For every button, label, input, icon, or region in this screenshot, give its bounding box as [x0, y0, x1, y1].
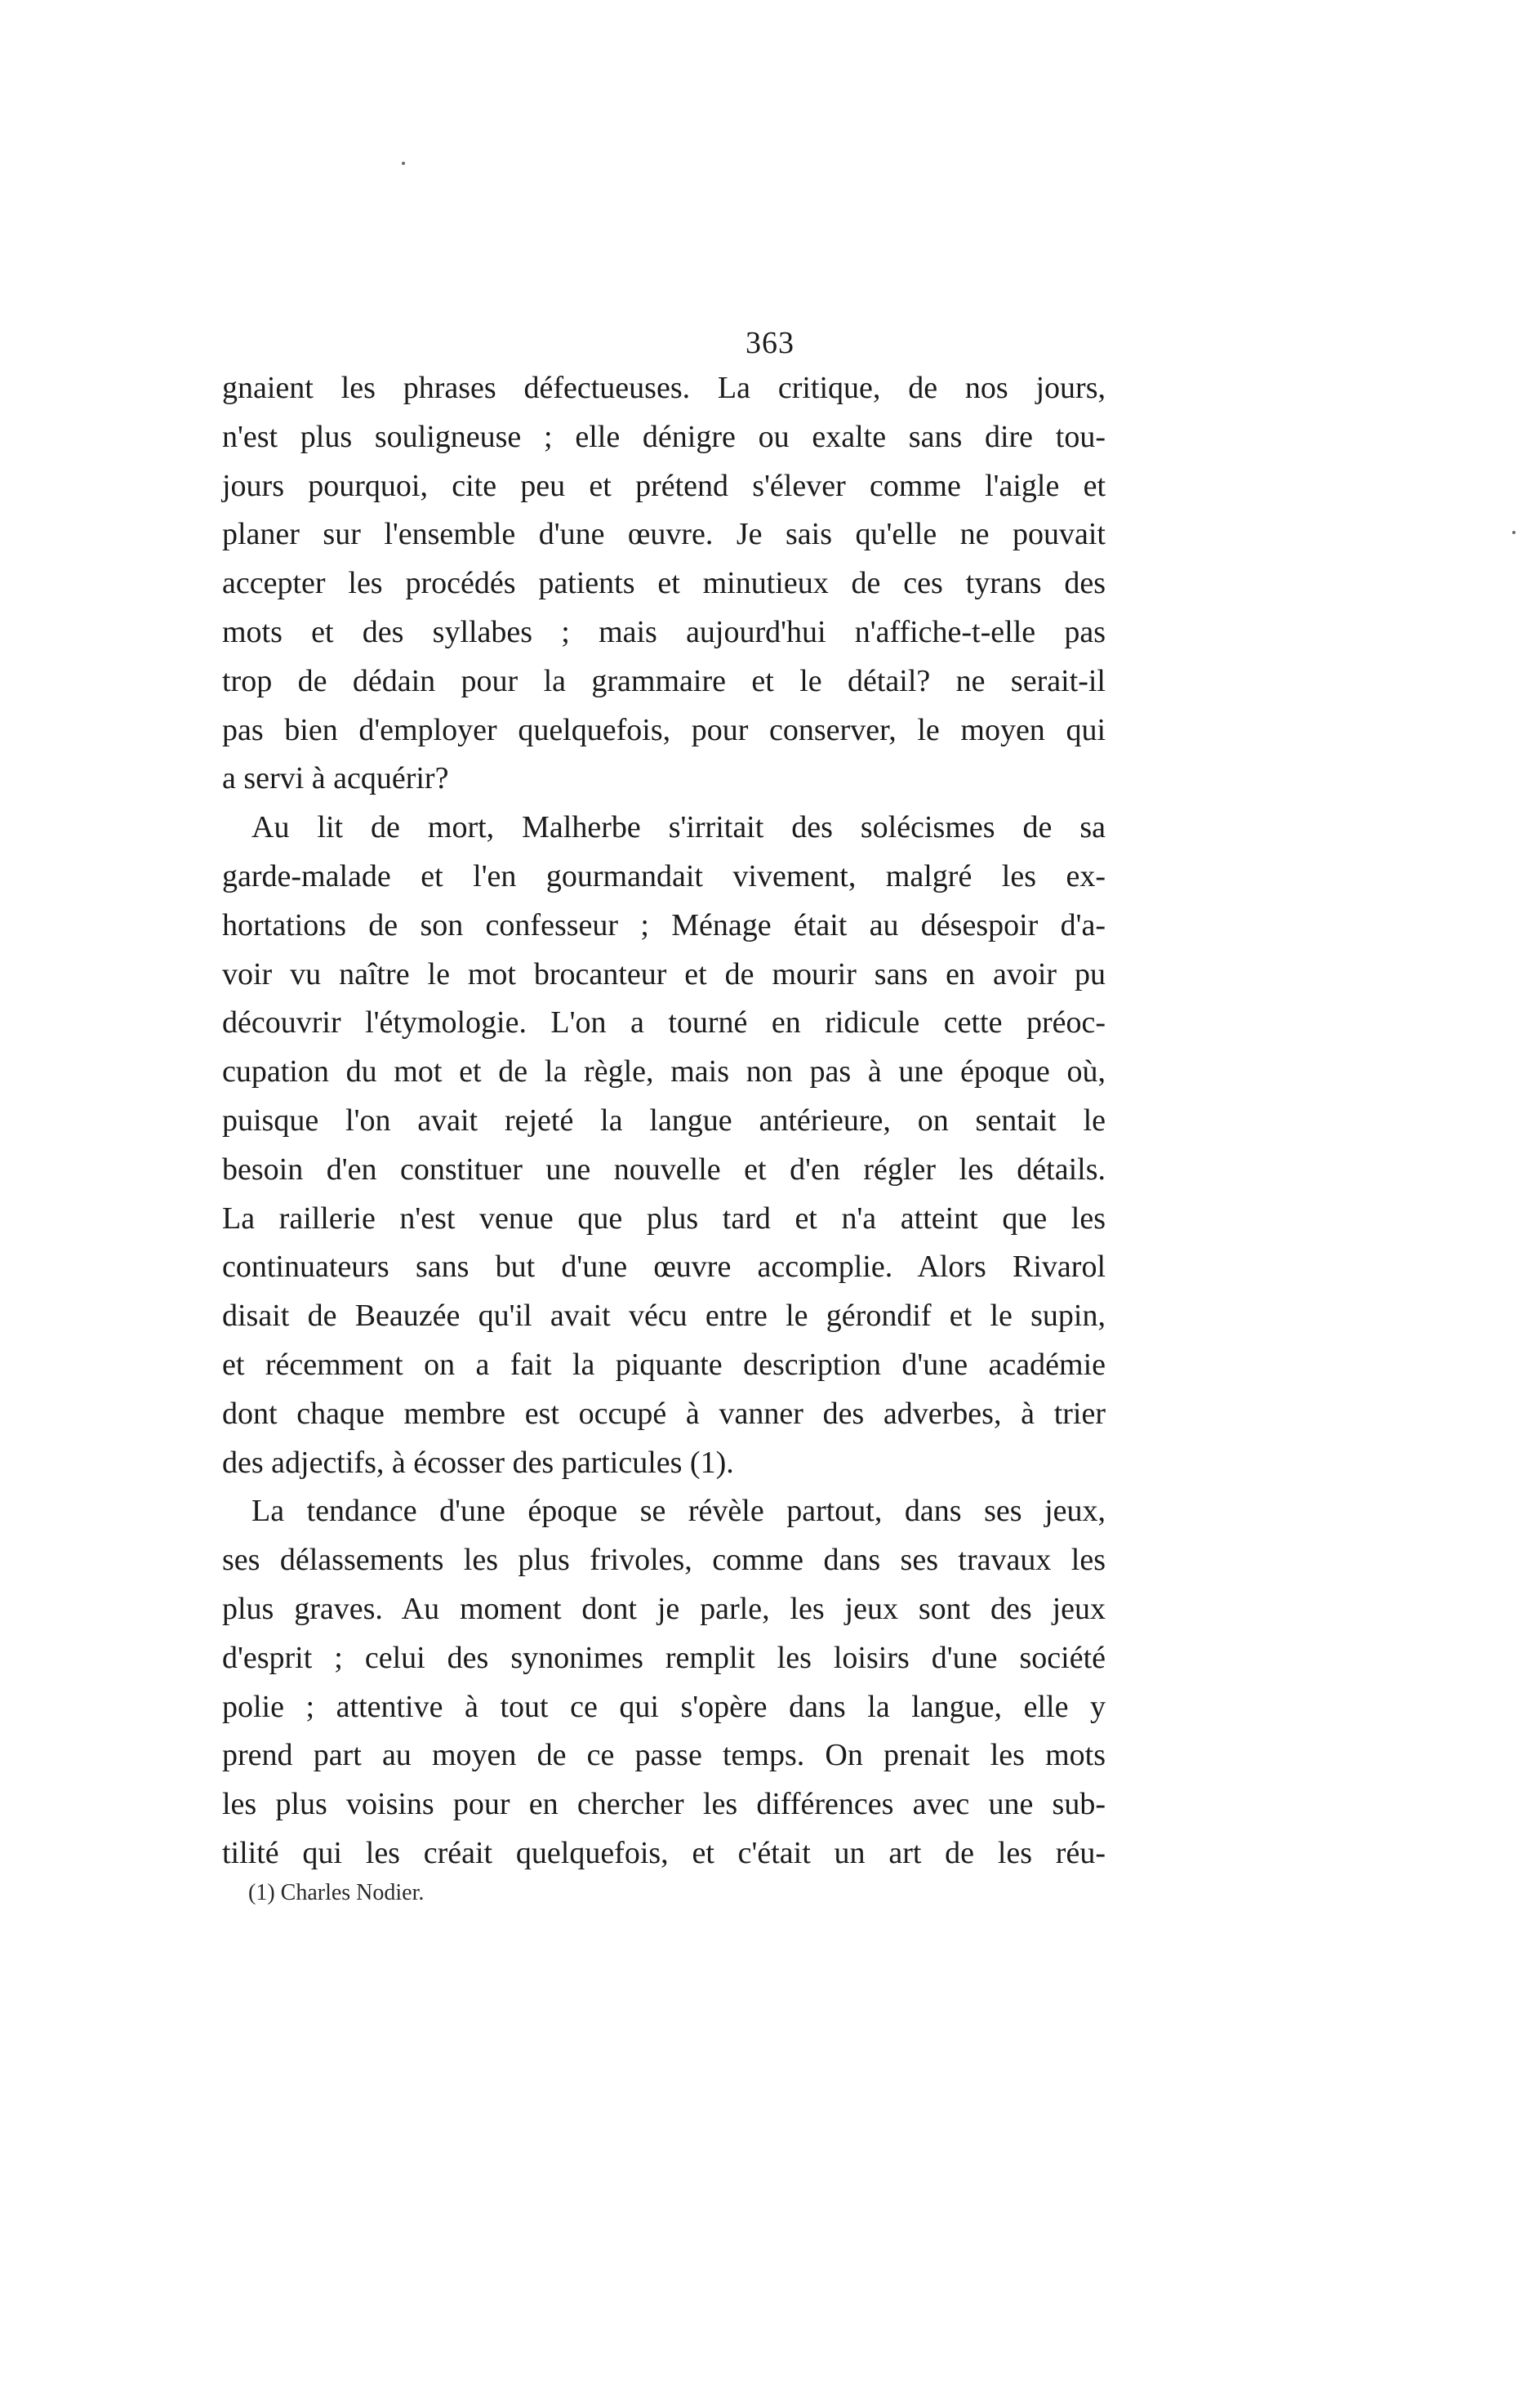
text-line: continuateurs sans but d'une œuvre accomplie. Alors Rivarol [222, 1250, 1106, 1285]
text-line: La raillerie n'est venue que plus tard et n'a atteint que les [222, 1201, 1106, 1236]
text-line: ses délassements les plus frivoles, comme dans ses travaux les [222, 1543, 1106, 1578]
text-line: des adjectifs, à écosser des particules (1). [222, 1445, 734, 1480]
scan-speck [402, 162, 405, 165]
text-line: découvrir l'étymologie. L'on a tourné en ridicule cette préoc- [222, 1005, 1106, 1040]
text-line: accepter les procédés patients et minutieux de ces tyrans des [222, 566, 1106, 601]
body-text [222, 364, 1106, 1878]
text-line: pas bien d'employer quelquefois, pour conserver, le moyen qui [222, 712, 1106, 747]
text-line: La tendance d'une époque se révèle partout, dans ses jeux, [251, 1494, 1106, 1529]
text-line: besoin d'en constituer une nouvelle et d'en régler les détails. [222, 1152, 1106, 1187]
text-line: et récemment on a fait la piquante description d'une académie [222, 1347, 1106, 1382]
text-line: a servi à acquérir? [222, 761, 449, 796]
text-line: n'est plus souligneuse ; elle dénigre ou exalte sans dire tou- [222, 419, 1106, 454]
text-line: trop de dédain pour la grammaire et le détail? ne serait-il [222, 663, 1106, 698]
text-line: garde-malade et l'en gourmandait vivement, malgré les ex- [222, 858, 1106, 893]
text-line: les plus voisins pour en chercher les différences avec une sub- [222, 1787, 1106, 1822]
text-line: planer sur l'ensemble d'une œuvre. Je sais qu'elle ne pouvait [222, 517, 1106, 552]
text-line: hortations de son confesseur ; Ménage était au désespoir d'a- [222, 907, 1106, 942]
text-line: tilité qui les créait quelquefois, et c'était un art de les réu- [222, 1835, 1106, 1870]
scan-speck [1512, 531, 1516, 534]
text-line: polie ; attentive à tout ce qui s'opère dans la langue, elle y [222, 1689, 1106, 1724]
text-line: puisque l'on avait rejeté la langue antérieure, on sentait le [222, 1103, 1106, 1138]
text-line: Au lit de mort, Malherbe s'irritait des solécismes de sa [251, 810, 1106, 845]
text-line: plus graves. Au moment dont je parle, les jeux sont des jeux [222, 1591, 1106, 1626]
text-line: cupation du mot et de la règle, mais non pas à une époque où, [222, 1054, 1106, 1089]
text-line: voir vu naître le mot brocanteur et de mourir sans en avoir pu [222, 956, 1106, 991]
text-line: dont chaque membre est occupé à vanner des adverbes, à trier [222, 1396, 1106, 1431]
text-line: prend part au moyen de ce passe temps. On prenait les mots [222, 1738, 1106, 1773]
text-line: mots et des syllabes ; mais aujourd'hui n'affiche-t-elle pas [222, 614, 1106, 649]
text-line: gnaient les phrases défectueuses. La critique, de nos jours, [222, 371, 1106, 405]
text-line: disait de Beauzée qu'il avait vécu entre le gérondif et le supin, [222, 1299, 1106, 1334]
text-line: d'esprit ; celui des synonimes remplit les loisirs d'une société [222, 1640, 1106, 1675]
page-number: 363 [746, 326, 794, 360]
footnote: (1) Charles Nodier. [248, 1880, 425, 1905]
text-line: jours pourquoi, cite peu et prétend s'élever comme l'aigle et [222, 468, 1106, 503]
